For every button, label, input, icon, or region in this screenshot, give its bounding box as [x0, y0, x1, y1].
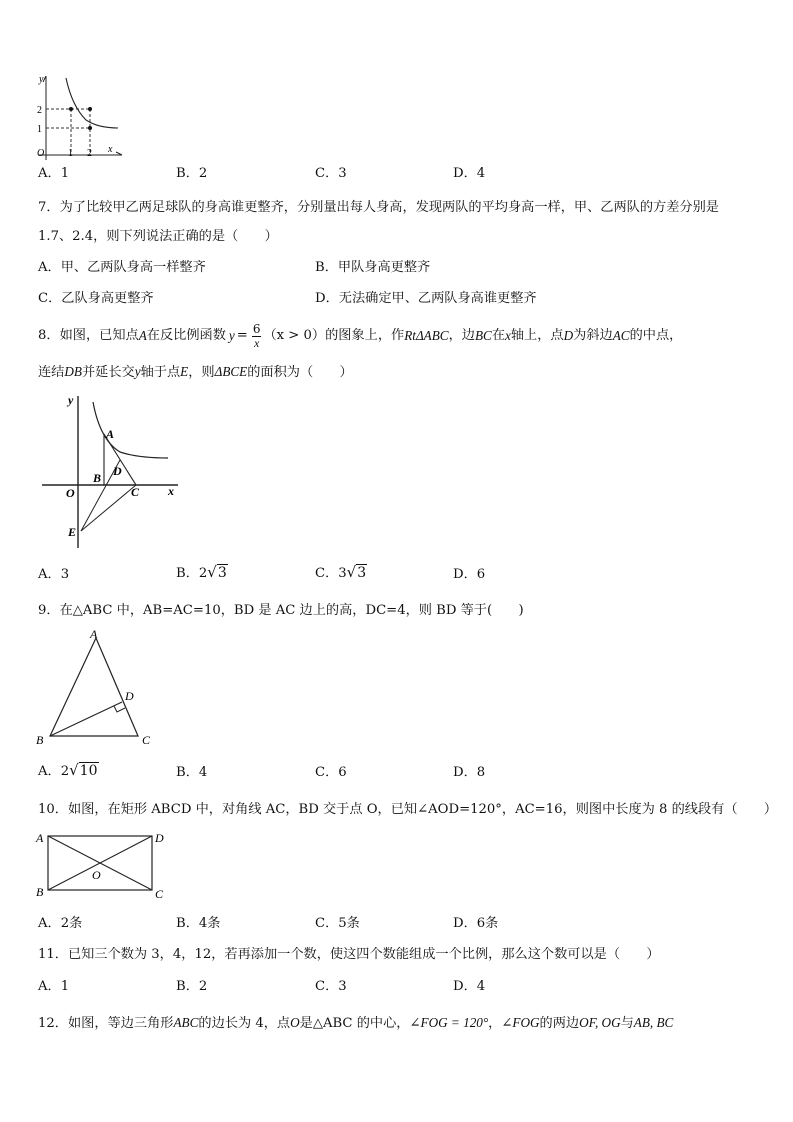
y-tick-2: 2 — [37, 105, 42, 116]
q10-option-b[interactable]: B．4条 — [176, 916, 221, 931]
q6-option-c[interactable]: C．3 — [315, 166, 347, 181]
q9-option-d[interactable]: D．8 — [453, 765, 486, 780]
q9-stem: 9．在△ABC 中，AB=AC=10，BD 是 AC 边上的高，DC=4，则 BD 等于( ) — [38, 603, 524, 618]
q7-stem-line1: 7．为了比较甲乙两足球队的身高谁更整齐，分别量出每人身高，发现两队的平均身高一样，甲、乙两队的方差分别是 — [38, 200, 719, 215]
right-angle-mark — [114, 706, 125, 712]
q8-fraction: $\frac{6}{x}$ — [252, 321, 261, 350]
label-d: D — [125, 689, 134, 703]
label-c: C — [155, 887, 164, 900]
label-c: C — [131, 485, 140, 499]
figure-q8-hyperbola-triangle — [38, 390, 183, 550]
q11-option-a[interactable]: A．1 — [38, 979, 70, 994]
q10-option-d[interactable]: D．6条 — [453, 916, 499, 931]
label-o: O — [66, 486, 75, 500]
q7-option-d[interactable]: D．无法确定甲、乙两队身高谁更整齐 — [315, 291, 537, 306]
q7-option-b[interactable]: B．甲队身高更整齐 — [315, 260, 431, 275]
q8-option-c[interactable]: C．3√3 — [315, 563, 367, 581]
q10-stem: 10．如图，在矩形 ABCD 中，对角线 AC，BD 交于点 O，已知∠AOD=120°，AC=16，则图中长度为 8 的线段有（ ） — [38, 802, 778, 817]
q9-option-a[interactable]: A．2√10 — [38, 761, 98, 779]
q10-option-c[interactable]: C．5条 — [315, 916, 360, 931]
label-a: A — [36, 831, 44, 845]
q8-stem-line2: 连结DB并延长交y轴于点E，则ΔBCE的面积为（ ） — [38, 364, 353, 380]
y-tick-1: 1 — [37, 124, 42, 135]
point-2-2 — [88, 107, 92, 111]
hyperbola-curve — [66, 78, 118, 128]
q6-option-d[interactable]: D．4 — [453, 166, 486, 181]
point-2-1 — [88, 126, 92, 130]
label-x: x — [168, 484, 174, 498]
q11-option-b[interactable]: B．2 — [176, 979, 208, 994]
q11-stem: 11．已知三个数为 3，4，12，若再添加一个数，使这四个数能组成一个比例，那么这个数可以是（ ） — [38, 947, 660, 962]
figure-q9-triangle — [34, 626, 159, 748]
q11-option-d[interactable]: D．4 — [453, 979, 486, 994]
altitude-bd — [50, 702, 122, 736]
label-d: D — [113, 464, 122, 478]
label-a: A — [106, 427, 115, 441]
label-o: O — [92, 868, 101, 882]
label-a: A — [90, 627, 98, 641]
q8-option-a[interactable]: A．3 — [38, 567, 70, 582]
label-b: B — [93, 471, 102, 485]
q6-option-a[interactable]: A．1 — [38, 166, 70, 181]
label-c: C — [142, 733, 151, 747]
segment-ec — [81, 485, 136, 531]
label-b: B — [36, 885, 44, 899]
q11-option-c[interactable]: C．3 — [315, 979, 347, 994]
q9-option-b[interactable]: B．4 — [176, 765, 208, 780]
y-label: y — [39, 74, 44, 85]
q7-stem-line2: 1.7、2.4，则下列说法正确的是（ ） — [38, 229, 278, 244]
label-e: E — [68, 525, 77, 539]
point-1-2 — [69, 107, 73, 111]
q9-option-c[interactable]: C．6 — [315, 765, 347, 780]
q7-option-a[interactable]: A．甲、乙两队身高一样整齐 — [38, 260, 206, 275]
figure-q10-rectangle — [34, 826, 169, 900]
figure-q6-graph — [34, 70, 126, 162]
label-d: D — [155, 831, 164, 845]
q12-stem: 12．如图，等边三角形ABC的边长为 4，点O是△ABC 的中心，∠FOG = 120°，∠FOG的两边OF, OG与AB, BC — [38, 1015, 674, 1031]
triangle-abc — [50, 638, 138, 736]
q8-option-d[interactable]: D．6 — [453, 567, 486, 582]
x-tick-2: 2 — [87, 148, 92, 159]
q7-option-c[interactable]: C．乙队身高更整齐 — [38, 291, 154, 306]
label-b: B — [36, 733, 44, 747]
x-tick-1: 1 — [68, 148, 73, 159]
q6-option-b[interactable]: B．2 — [176, 166, 208, 181]
q8-option-b[interactable]: B．2√3 — [176, 563, 227, 581]
q8-stem-line1: 8．如图，已知点 A 在反比例函数 y = $\frac{6}{x}$ （x > 0） 的图象上，作 RtΔABC ，边 BC 在 x 轴上，点 D 为斜边 AC 的中点， — [38, 321, 683, 350]
label-y: y — [68, 393, 74, 407]
origin-label: O — [37, 148, 45, 159]
x-label: x — [108, 144, 113, 155]
q10-option-a[interactable]: A．2条 — [38, 916, 83, 931]
